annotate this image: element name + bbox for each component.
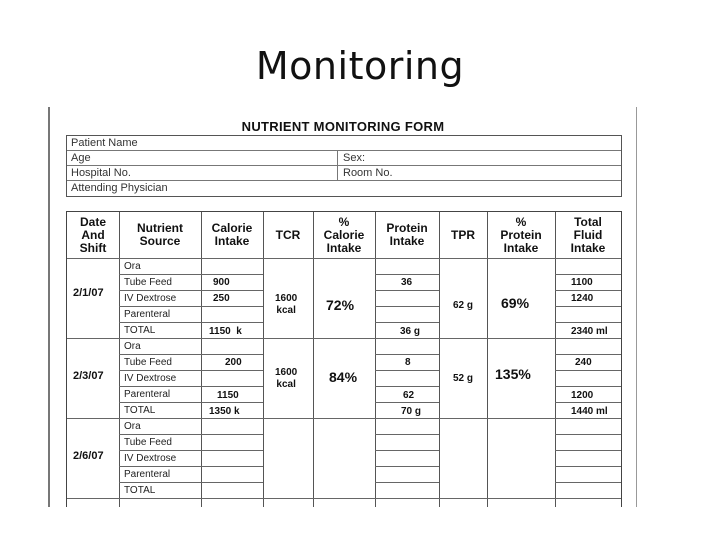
row-divider xyxy=(375,274,439,275)
row-divider xyxy=(201,306,263,307)
row-divider xyxy=(119,386,201,387)
protein-total: 36 g xyxy=(400,326,421,337)
intake-table xyxy=(66,211,622,507)
row-divider xyxy=(375,482,439,483)
row-divider xyxy=(119,402,201,403)
header-date-shift: Date And Shift xyxy=(79,214,107,255)
row-divider xyxy=(119,466,201,467)
source-label: Parenteral xyxy=(124,469,171,480)
row-divider xyxy=(375,306,439,307)
info-divider xyxy=(67,165,621,166)
room-no-label: Room No. xyxy=(343,167,393,179)
row-divider xyxy=(119,434,201,435)
calorie-value: 250 xyxy=(213,293,230,304)
calorie-value: 1150 xyxy=(217,390,239,401)
pct-calorie-value: 84% xyxy=(329,369,358,385)
source-label: Ora xyxy=(124,261,141,272)
source-label: TOTAL xyxy=(124,405,156,416)
row-divider xyxy=(555,482,621,483)
header-total-fluid: Total Fluid Intake xyxy=(570,214,606,255)
row-divider xyxy=(375,386,439,387)
row-divider xyxy=(375,466,439,467)
fluid-value: 240 xyxy=(575,357,592,368)
form-title: NUTRIENT MONITORING FORM xyxy=(241,119,445,134)
fluid-total: 1440 ml xyxy=(571,406,608,417)
row-divider xyxy=(375,354,439,355)
tcr-value: 1600 kcal xyxy=(275,293,298,316)
row-divider xyxy=(555,306,621,307)
source-label: Tube Feed xyxy=(124,357,172,368)
row-divider xyxy=(555,274,621,275)
source-label: Tube Feed xyxy=(124,437,172,448)
row-divider xyxy=(375,290,439,291)
block-divider xyxy=(67,418,621,419)
info-column-divider xyxy=(337,151,338,180)
source-label: Ora xyxy=(124,341,141,352)
row-divider xyxy=(201,274,263,275)
row-divider xyxy=(555,386,621,387)
source-label: Parenteral xyxy=(124,389,171,400)
header-nutrient-source: Nutrient Source xyxy=(137,221,183,248)
row-divider xyxy=(555,322,621,323)
header-tcr: TCR xyxy=(275,227,301,242)
row-divider xyxy=(375,402,439,403)
row-divider xyxy=(119,370,201,371)
row-divider xyxy=(119,274,201,275)
info-divider xyxy=(67,150,621,151)
calorie-total: 1150 k xyxy=(209,326,242,337)
source-label: IV Dextrose xyxy=(124,373,177,384)
fluid-total: 2340 ml xyxy=(571,326,608,337)
source-label: IV Dextrose xyxy=(124,453,177,464)
calorie-value: 200 xyxy=(225,357,242,368)
block-divider xyxy=(67,338,621,339)
tpr-value: 52 g xyxy=(453,373,474,384)
fluid-value: 1100 xyxy=(571,277,593,288)
header-divider xyxy=(67,258,621,259)
source-label: Ora xyxy=(124,421,141,432)
row-divider xyxy=(555,466,621,467)
tcr-value: 1600 kcal xyxy=(275,367,298,390)
row-divider xyxy=(119,354,201,355)
source-label: Tube Feed xyxy=(124,277,172,288)
patient-info-box xyxy=(66,135,622,197)
row-divider xyxy=(201,290,263,291)
patient-name-label: Patient Name xyxy=(71,137,138,149)
source-label: IV Dextrose xyxy=(124,293,177,304)
slide-title: Monitoring xyxy=(255,44,465,88)
row-divider xyxy=(201,322,263,323)
row-divider xyxy=(555,402,621,403)
protein-value: 36 xyxy=(401,277,413,288)
row-divider xyxy=(201,370,263,371)
source-label: Parenteral xyxy=(124,309,171,320)
nutrient-monitoring-form xyxy=(48,107,637,507)
date-cell: 2/6/07 xyxy=(73,450,104,462)
date-cell: 2/1/07 xyxy=(73,287,104,299)
header-pct-calorie: % Calorie Intake xyxy=(323,214,365,255)
row-divider xyxy=(201,482,263,483)
fluid-value: 1200 xyxy=(571,390,594,401)
row-divider xyxy=(201,450,263,451)
row-divider xyxy=(119,290,201,291)
header-calorie-intake: Calorie Intake xyxy=(211,221,253,248)
row-divider xyxy=(201,466,263,467)
row-divider xyxy=(119,322,201,323)
row-divider xyxy=(555,434,621,435)
pct-protein-value: 135% xyxy=(495,366,531,382)
tpr-value: 62 g xyxy=(453,300,474,311)
age-label: Age xyxy=(71,152,91,164)
header-protein-intake: Protein Intake xyxy=(386,221,428,248)
protein-value: 62 xyxy=(403,390,415,401)
row-divider xyxy=(201,402,263,403)
row-divider xyxy=(375,434,439,435)
row-divider xyxy=(555,354,621,355)
hospital-no-label: Hospital No. xyxy=(71,167,131,179)
date-cell: 2/3/07 xyxy=(73,370,104,382)
header-tpr: TPR xyxy=(451,227,475,242)
row-divider xyxy=(119,482,201,483)
pct-calorie-value: 72% xyxy=(326,297,355,313)
protein-total: 70 g xyxy=(401,406,422,417)
row-divider xyxy=(119,306,201,307)
sex-label: Sex: xyxy=(343,152,366,164)
header-pct-protein: % Protein Intake xyxy=(500,214,542,255)
row-divider xyxy=(375,322,439,323)
calorie-total: 1350 k xyxy=(209,406,240,417)
fluid-value: 1240 xyxy=(571,293,594,304)
calorie-value: 900 xyxy=(213,277,230,288)
row-divider xyxy=(119,450,201,451)
attending-physician-label: Attending Physician xyxy=(71,182,168,194)
info-divider xyxy=(67,180,621,181)
row-divider xyxy=(375,370,439,371)
row-divider xyxy=(555,450,621,451)
source-label: TOTAL xyxy=(124,485,156,496)
source-label: TOTAL xyxy=(124,325,156,336)
pct-protein-value: 69% xyxy=(501,295,530,311)
block-divider xyxy=(67,498,621,499)
row-divider xyxy=(201,354,263,355)
row-divider xyxy=(375,450,439,451)
row-divider xyxy=(201,386,263,387)
protein-value: 8 xyxy=(405,357,411,368)
row-divider xyxy=(555,290,621,291)
row-divider xyxy=(201,434,263,435)
row-divider xyxy=(555,370,621,371)
